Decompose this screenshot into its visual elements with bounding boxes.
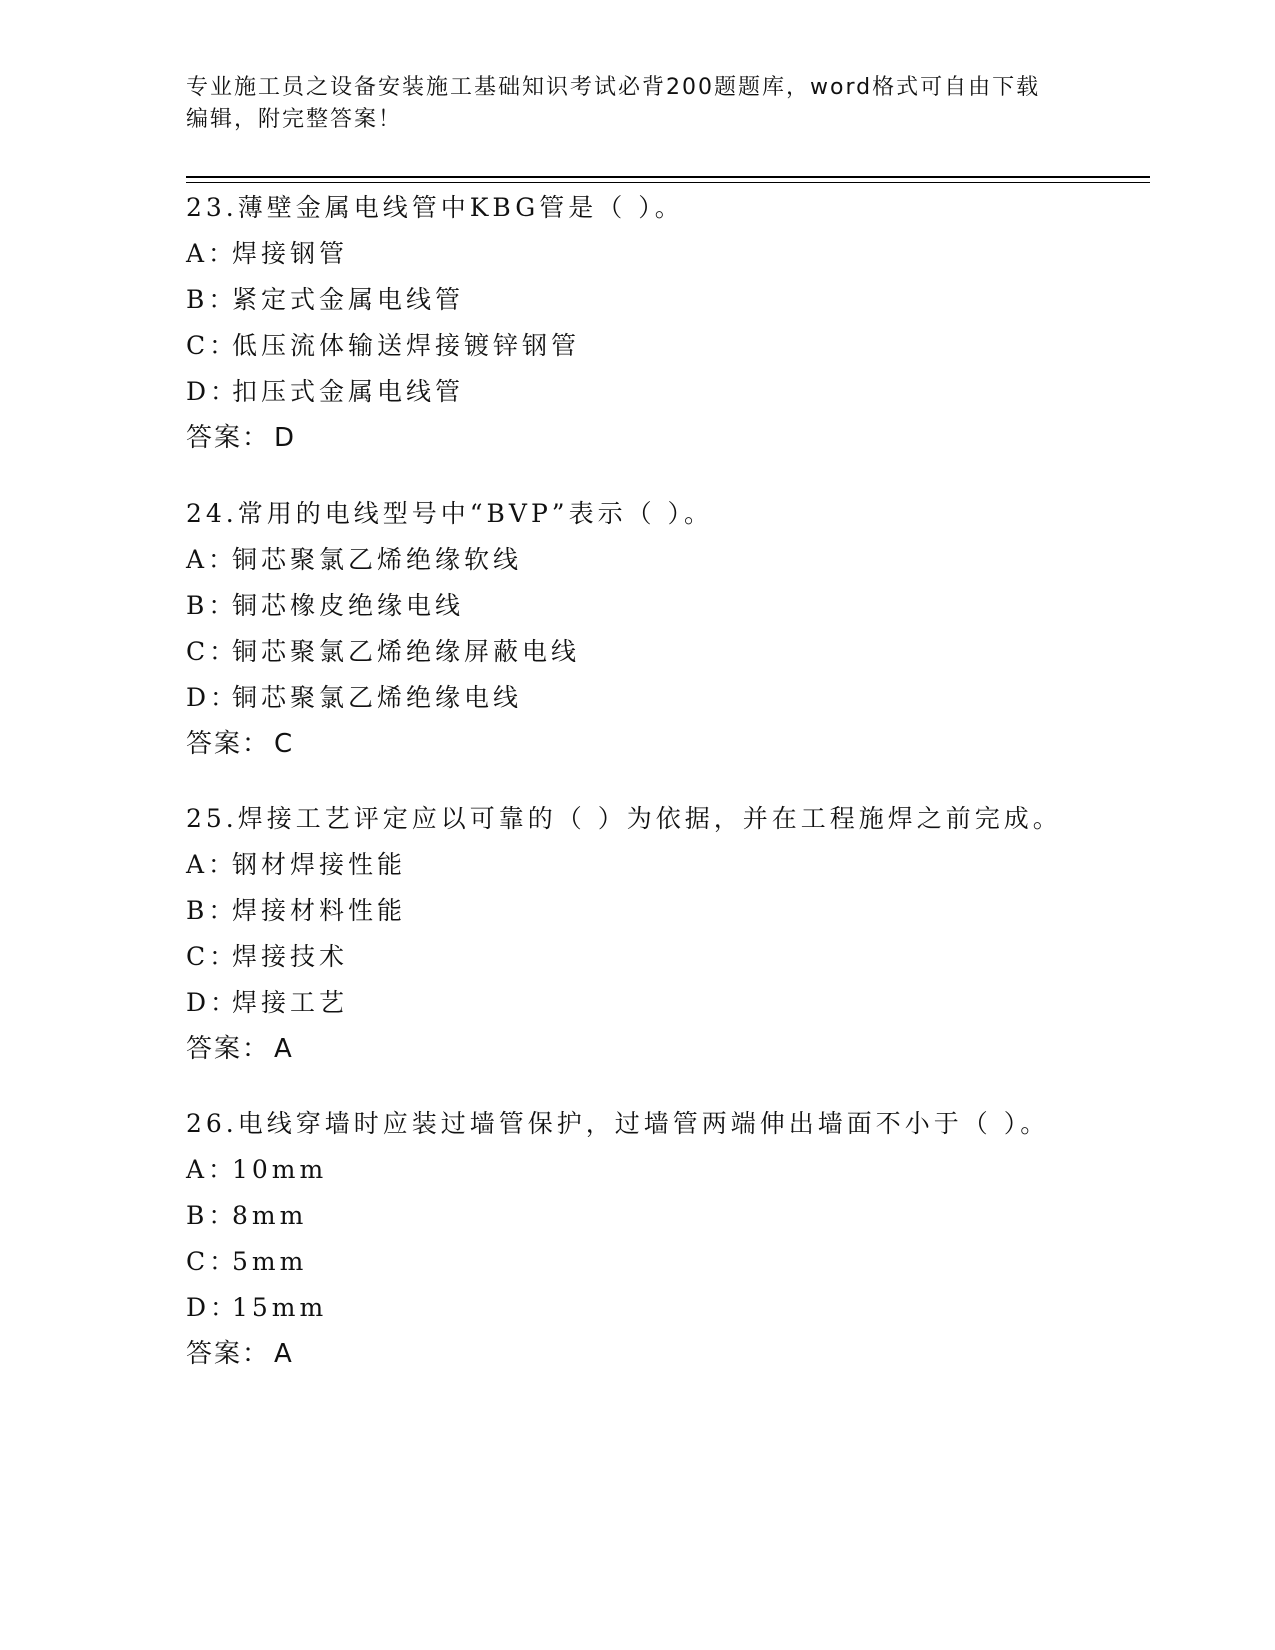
option-letter: C： bbox=[186, 942, 239, 971]
answer-value: C bbox=[274, 729, 295, 759]
answer-label: 答案： bbox=[186, 1034, 271, 1064]
header-divider-thick bbox=[186, 176, 1150, 178]
question-block bbox=[186, 191, 1186, 467]
answer-line bbox=[186, 1032, 1186, 1078]
option-c bbox=[186, 329, 1186, 375]
option-a bbox=[186, 237, 1186, 283]
option-text: 5mm bbox=[232, 1247, 308, 1276]
option-letter: A： bbox=[186, 239, 238, 268]
answer-value: A bbox=[274, 1034, 294, 1064]
option-c bbox=[186, 1245, 1186, 1291]
option-text: 焊接技术 bbox=[232, 942, 349, 971]
title-line-2: 编辑，附完整答案！ bbox=[186, 107, 403, 132]
answer-label: 答案： bbox=[186, 1339, 271, 1369]
option-letter: A： bbox=[186, 850, 238, 879]
option-letter: A： bbox=[186, 1155, 238, 1184]
question-block bbox=[186, 497, 1186, 773]
option-text: 焊接工艺 bbox=[232, 988, 349, 1017]
option-letter: D： bbox=[186, 683, 240, 712]
option-c bbox=[186, 940, 1186, 986]
option-letter: B： bbox=[186, 1201, 238, 1230]
option-letter: D： bbox=[186, 377, 240, 406]
option-d bbox=[186, 375, 1186, 421]
document-title bbox=[186, 72, 1086, 136]
answer-value: A bbox=[274, 1339, 294, 1369]
option-b bbox=[186, 589, 1186, 635]
option-c bbox=[186, 635, 1186, 681]
option-text: 钢材焊接性能 bbox=[232, 850, 407, 879]
option-text: 焊接钢管 bbox=[232, 239, 349, 268]
option-b bbox=[186, 283, 1186, 329]
option-text: 低压流体输送焊接镀锌钢管 bbox=[232, 331, 581, 360]
option-a bbox=[186, 848, 1186, 894]
option-a bbox=[186, 543, 1186, 589]
question-stem: 26.电线穿墙时应装过墙管保护，过墙管两端伸出墙面不小于（ ）。 bbox=[186, 1109, 1050, 1138]
option-letter: D： bbox=[186, 988, 240, 1017]
option-text: 铜芯聚氯乙烯绝缘屏蔽电线 bbox=[232, 637, 581, 666]
option-letter: B： bbox=[186, 896, 238, 925]
answer-line bbox=[186, 1337, 1186, 1383]
option-text: 紧定式金属电线管 bbox=[232, 285, 465, 314]
option-letter: B： bbox=[186, 591, 238, 620]
answer-line bbox=[186, 727, 1186, 773]
option-text: 铜芯聚氯乙烯绝缘软线 bbox=[232, 545, 523, 574]
option-letter: C： bbox=[186, 331, 239, 360]
option-text: 焊接材料性能 bbox=[232, 896, 407, 925]
option-d bbox=[186, 986, 1186, 1032]
option-a bbox=[186, 1153, 1186, 1199]
option-text: 10mm bbox=[232, 1155, 328, 1184]
question-block bbox=[186, 1107, 1186, 1383]
question-block bbox=[186, 802, 1186, 1078]
header-divider-thin bbox=[186, 182, 1150, 183]
option-b bbox=[186, 894, 1186, 940]
option-text: 扣压式金属电线管 bbox=[232, 377, 465, 406]
option-letter: A： bbox=[186, 545, 238, 574]
answer-label: 答案： bbox=[186, 423, 271, 453]
option-text: 15mm bbox=[232, 1293, 328, 1322]
option-letter: D： bbox=[186, 1293, 240, 1322]
option-text: 8mm bbox=[232, 1201, 308, 1230]
option-text: 铜芯聚氯乙烯绝缘电线 bbox=[232, 683, 523, 712]
option-d bbox=[186, 1291, 1186, 1337]
option-letter: C： bbox=[186, 637, 239, 666]
question-stem: 23.薄壁金属电线管中KBG管是（ ）。 bbox=[186, 193, 684, 222]
title-line-1: 专业施工员之设备安装施工基础知识考试必背200题题库，word格式可自由下载 bbox=[186, 75, 1041, 100]
option-b bbox=[186, 1199, 1186, 1245]
option-text: 铜芯橡皮绝缘电线 bbox=[232, 591, 465, 620]
answer-line bbox=[186, 421, 1186, 467]
option-letter: C： bbox=[186, 1247, 239, 1276]
option-letter: B： bbox=[186, 285, 238, 314]
option-d bbox=[186, 681, 1186, 727]
answer-label: 答案： bbox=[186, 729, 271, 759]
question-stem: 25.焊接工艺评定应以可靠的（ ）为依据，并在工程施焊之前完成。 bbox=[186, 804, 1062, 833]
question-stem: 24.常用的电线型号中“BVP”表示（ ）。 bbox=[186, 499, 714, 528]
answer-value: D bbox=[274, 423, 297, 453]
